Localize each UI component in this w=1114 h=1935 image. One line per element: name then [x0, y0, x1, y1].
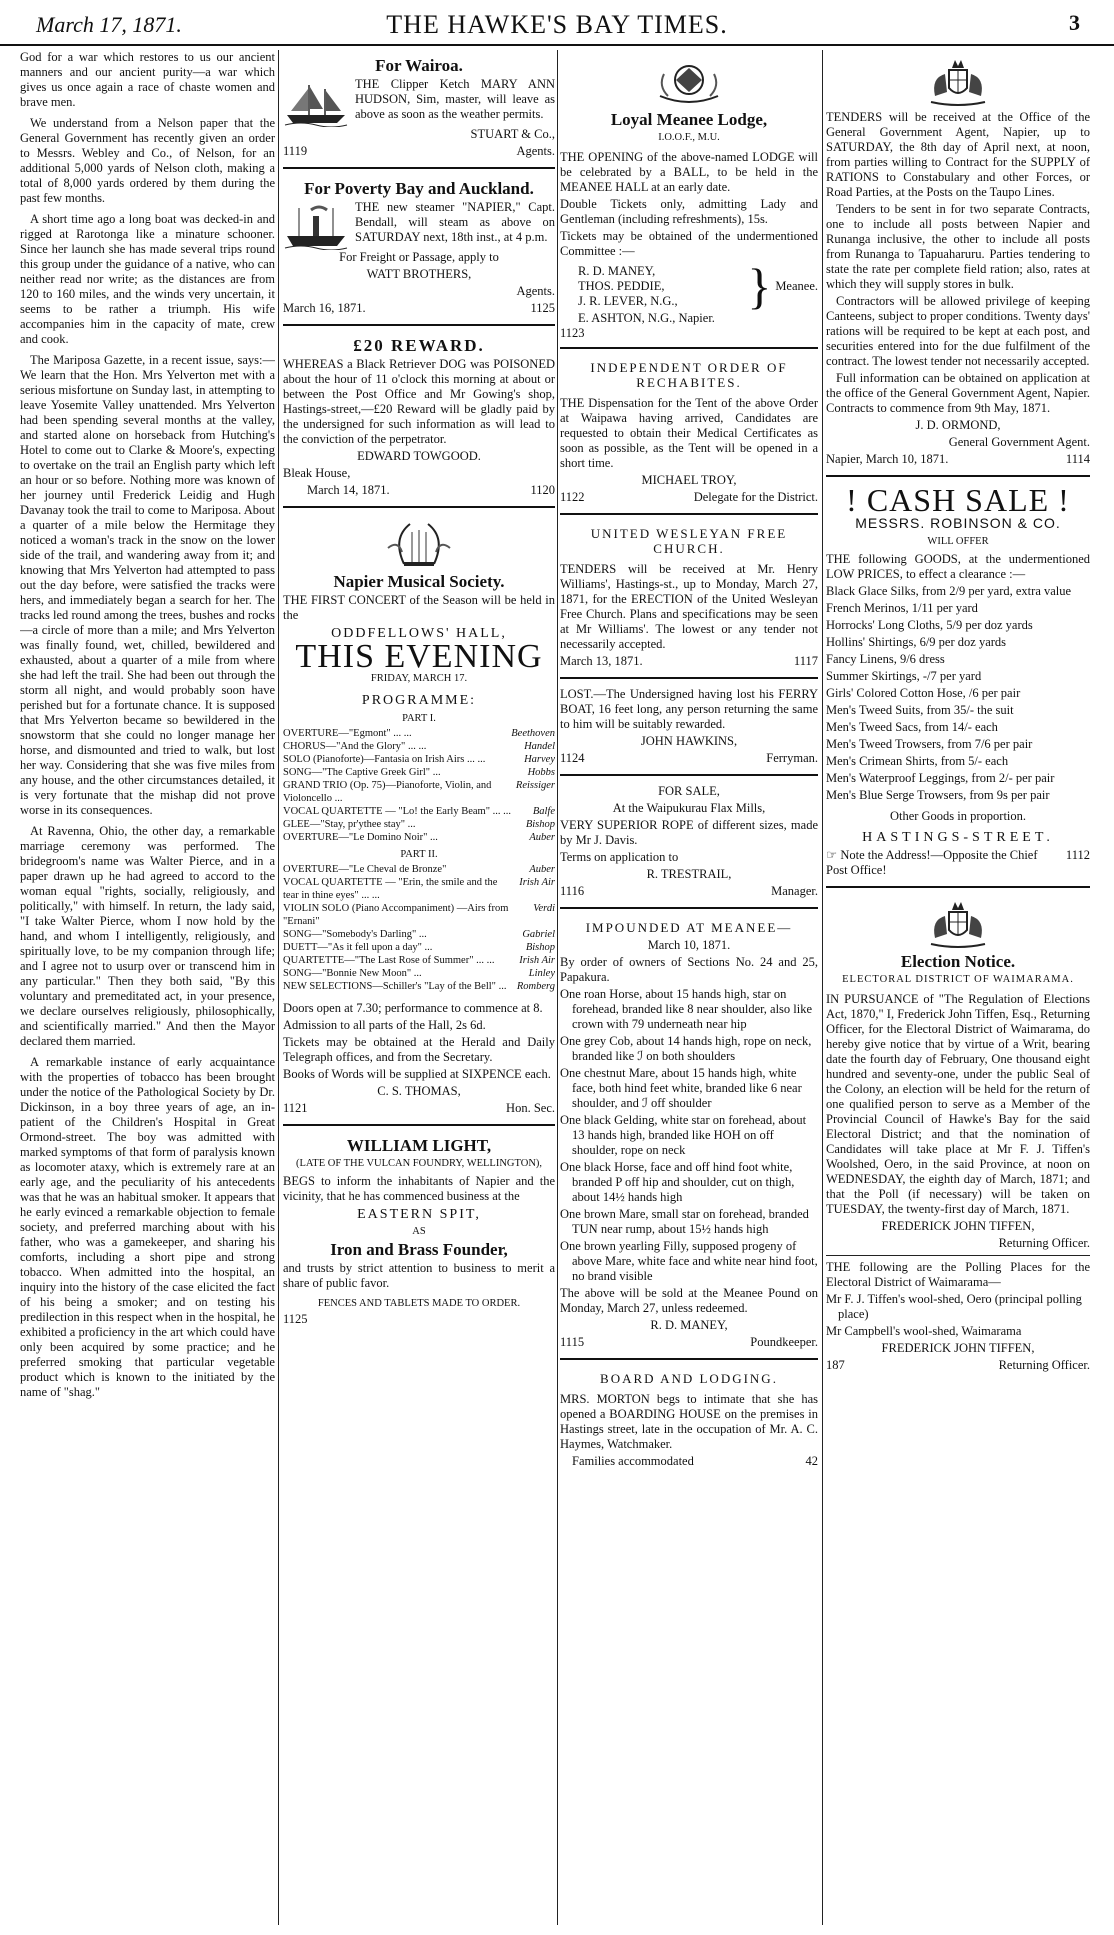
ad-number: 42 [805, 1454, 818, 1468]
ad-date: March 10, 1871. [647, 938, 731, 952]
ad-paragraph: Full information can be obtained on application at the office of the General Government Agent, Napier. Contracts to commence from 9th May, 1871. [826, 371, 1090, 415]
programme-piece: VOCAL QUARTETTE — "Erin, the smile and the tear in thine eyes" ... ... [283, 877, 498, 901]
ad-signer: STUART & Co., [470, 127, 555, 141]
ad-number: 1112 [1065, 848, 1090, 862]
programme-piece: QUARTETTE—"The Last Rose of Summer" ... ... [283, 955, 495, 966]
ad-number: 1117 [793, 654, 818, 668]
impound-item: One roan Horse, about 15 hands high, star on forehead, branded like 8 near shoulder, also like crown with 79 underneath near hip [560, 987, 813, 1031]
programme-composer: Reissiger [515, 780, 555, 791]
ad-signer: FREDERICK JOHN TIFFEN, [881, 1341, 1035, 1355]
programme-item [283, 779, 555, 805]
ad-heading: FOR SALE, [658, 784, 720, 798]
ad-paragraph: Contractors will be allowed privilege of keeping Canteens, subject to proper conditions. Twenty days' rations will be required to be kept at each post, and securities entered into for the due fulfilment of the contract. The lowest tender not necessarily accepted. [826, 294, 1090, 368]
ad-number: 1121 [283, 1101, 308, 1115]
ad-body: TENDERS will be received at the Office of the General Government Agent, Napier, up to SATURDAY, the 8th day of April next, at noon, from parties willing to Contract for the SUPPLY of RATIONS to Constabulary and other Forces, or Road Parties, at the Posts on the Taupo Lines. [826, 110, 1090, 199]
ad-heading: Napier Musical Society. [333, 572, 505, 591]
price-item: Men's Tweed Sacs, from 14/- each [826, 720, 998, 734]
ad-doors: Doors open at 7.30; performance to commence at 8. [283, 1001, 543, 1015]
price-item: Girls' Colored Cotton Hose, /6 per pair [826, 686, 1021, 700]
programme-composer: Gabriel [522, 929, 555, 940]
programme-item [283, 766, 555, 779]
impound-item: One grey Cob, about 14 hands high, rope on neck, branded like ℐ on both shoulders [560, 1034, 812, 1063]
ad-body: BEGS to inform the inhabitants of Napier and the vicinity, that he has commenced business at the [283, 1174, 555, 1203]
programme-piece: OVERTURE—"Egmont" ... ... [283, 728, 412, 739]
programme-item [283, 941, 555, 954]
ad-heading: INDEPENDENT ORDER OF RECHABITES. [590, 360, 788, 390]
price-item: Summer Skirtings, -/7 per yard [826, 669, 982, 683]
committee-name: THOS. PEDDIE, [578, 278, 665, 293]
ad-signer: EDWARD TOWGOOD. [357, 449, 481, 463]
ad-number: 1125 [283, 1312, 308, 1326]
ad-other: Other Goods in proportion. [889, 809, 1027, 823]
ad-body: THE Clipper Ketch MARY ANN HUDSON, Sim, master, will leave as above as soon as the weather permits. [355, 77, 555, 121]
impound-item: One black Horse, face and off hind foot white, branded P off hip and shoulder, cut on thigh, about 14½ hands high [560, 1160, 795, 1204]
ad-heading: £20 REWARD. [353, 336, 485, 355]
price-item: Men's Tweed Trowsers, from 7/6 per pair [826, 737, 1033, 751]
programme-item [283, 740, 555, 753]
impounded-ad [560, 913, 818, 1360]
programme-piece: CHORUS—"And the Glory" ... ... [283, 741, 427, 752]
ad-intro: THE following GOODS, at the undermentioned LOW PRICES, to effect a clearance :— [826, 552, 1090, 581]
ad-location: At the Waipukurau Flax Mills, [612, 801, 766, 815]
programme-composer: Hobbs [527, 767, 555, 778]
ad-district: ELECTORAL DISTRICT OF WAIMARAMA. [842, 974, 1074, 985]
programme-composer: Verdi [533, 903, 555, 914]
ad-hall: ODDFELLOWS' HALL, [331, 626, 507, 641]
ad-role: Returning Officer. [998, 1358, 1090, 1372]
ad-role: Agents. [516, 144, 555, 158]
programme-item [283, 954, 555, 967]
programme-piece: SONG—"Somebody's Darling" ... [283, 929, 427, 940]
ad-subheading: I.O.O.F., M.U. [658, 132, 720, 143]
programme-composer: Romberg [516, 981, 555, 992]
ad-date: March 14, 1871. [307, 483, 390, 497]
ad-signer: J. D. ORMOND, [915, 418, 1001, 432]
ad-tickets: Tickets may be obtained at the Herald and Daily Telegraph offices, and from the Secretary. [283, 1035, 555, 1064]
programme-composer: Balfe [532, 806, 555, 817]
poverty-bay-ad [283, 173, 555, 326]
ad-number: 1116 [560, 884, 585, 898]
ad-body: THE OPENING of the above-named LODGE will be celebrated by a BALL, to be held in the MEANEE HALL at an early date. [560, 150, 818, 194]
lost-ad [560, 683, 818, 776]
ad-polling: THE following are the Polling Places for the Electoral District of Waimarama— [826, 1260, 1090, 1289]
ad-role: Returning Officer. [998, 1236, 1090, 1250]
programme-piece: GRAND TRIO (Op. 75)—Pianoforte, Violin, and Violoncello ... [283, 780, 492, 804]
ad-families: Families accommodated [572, 1454, 694, 1468]
ad-heading: UNITED WESLEYAN FREE CHURCH. [590, 526, 788, 556]
meanee-lodge-ad [560, 50, 818, 349]
programme-piece: NEW SELECTIONS—Schiller's "Lay of the Bell" ... [283, 981, 507, 992]
masthead-title: THE HAWKE'S BAY TIMES. [386, 10, 728, 39]
ad-note: ☞ Note the Address!—Opposite the Chief Post Office! [826, 848, 1038, 877]
news-paragraph: The Mariposa Gazette, in a recent issue, says:—We learn that the Hon. Mrs Yelverton met with a serious misfortune on Sunday last, in attempting to leave Yosemite Valley unattended. Mrs Yelverton had been spending several months at the valley, and started alone on horseback from Hutching's Hotel to come out to Clarke & Moore's, expecting to overtake on the trail an English party which left an hour or so before. Nothing more was known of her journey until Frederick Leidig and Hugh Davanay took the trail to come to Mariposa. About a quarter of a mile below the Hermitage they noticed a woman's track in the snow on the lower side of the trail, and wandering away from it; and knowing that Mrs Yelverton had attempted to pass out the day before, were satisfied the tracks were hers, and immediately began a search for her. The tracks led round among the trees, bushes and rocks—a circle of more than a mile; and Mrs Yelverton was finally found, wet, chilled, bewildered and exhausted, about a quarter of a mile from where she had left the trail. She had been out through the storm all night, and would probably soon have perished but for a fortunate chance. It is supposed that Mrs Yelverton became so bewildered in the snowstorm that she could no longer manage her horse, and dismounted and tried to walk, but lost her way. Considering that she was five miles from any house, and the other circumstances detailed, it is very fortunate that the mishap did not prove worse in its consequences. [20, 353, 275, 817]
ad-heading: Loyal Meanee Lodge, [610, 110, 768, 129]
ad-number: 1115 [560, 1335, 585, 1349]
lodge-emblem-icon [654, 56, 724, 108]
programme-composer: Auber [529, 864, 555, 875]
ad-paragraph: Tenders to be sent in for two separate Contracts, one to include all posts between Napier and Runanga inclusive, the other to include all posts from Runanga to Tapuaharuru. Parties tendering to state the rate per complete field ration; also, rates at which they will supply stores in bulk. [826, 202, 1090, 291]
programme-item [283, 818, 555, 831]
programme-item [283, 980, 555, 993]
ad-heading: For Poverty Bay and Auckland. [304, 179, 534, 198]
ad-body: TENDERS will be received at Mr. Henry Williams', Hastings-st., up to Monday, March 27, 1871, for the ERECTION of the United Wesleyan Free Church. Plans and specifications may be seen at Mr Williams'. The lowest or any tender not necessarily accepted. [560, 562, 818, 651]
ad-number: 1123 [560, 326, 585, 340]
column-rule [557, 50, 558, 1925]
ad-signer: FREDERICK JOHN TIFFEN, [881, 1219, 1035, 1233]
programme-piece: DUETT—"As it fell upon a day" ... [283, 942, 433, 953]
news-paragraph: At Ravenna, Ohio, the other day, a remarkable marriage ceremony was performed. The bridegroom's name was Walter Pierce, and in a paper drawn up he had agreed to accord to the woman equal "rights, socially, religiously, and politically," with himself. In return, the lady said, "I take Walter Pierce, whom I now hold by the hand, and whom I intelligently, religiously, and spiritually love, to be my companion through life; and I agree not to usurp over or transcend him in any particular." Then they both said, "By this voluntary and premeditated act, in your presence, we declare ourselves religiously, philosophically, and scientifically married." And then the Mayor declared them married. [20, 824, 275, 1048]
ad-number: 1122 [560, 490, 585, 504]
ad-body: THE new steamer "NAPIER," Capt. Bendall, will steam as above on SATURDAY next, 18th inst., at 4 p.m. [355, 200, 555, 244]
ad-number: 1120 [530, 483, 555, 497]
ad-body: LOST.—The Undersigned having lost his FERRY BOAT, 16 feet long, any person returning the same to him will be suitably rewarded. [560, 687, 818, 731]
ad-date: March 16, 1871. [283, 301, 366, 315]
impound-item: One brown yearling Filly, supposed progeny of above Mare, white face and white near hind foot, no brand visible [560, 1239, 818, 1283]
ad-date: FRIDAY, MARCH 17. [370, 673, 468, 684]
programme-piece: SONG—"The Captive Greek Girl" ... [283, 767, 441, 778]
ad-heading: ! CASH SALE ! [846, 482, 1070, 518]
programme-piece: OVERTURE—"Le Cheval de Bronze" [283, 864, 447, 875]
ad-heading: IMPOUNDED AT MEANEE— [585, 920, 793, 935]
programme-heading: PROGRAMME: [361, 693, 477, 708]
committee-place: Meanee. [775, 278, 818, 293]
news-paragraph: A short time ago a long boat was decked-in and rigged at Rarotonga like a minature schooner. Since her launch she has made several trips round this group under the guidance of a native, who can neither read nor write; as the distances are from 120 to 160 miles, and the winds very uncertain, it seems to be rather a triumph. His wife accompanies him in the capacity of mate, crew and cook. [20, 212, 275, 346]
programme-item [283, 928, 555, 941]
programme-composer: Beethoven [511, 728, 555, 739]
impound-item: One black Gelding, white star on forehead, about 13 hands high, branded like HOH on off shoulder, rope on neck [560, 1113, 807, 1157]
part-heading: PART II. [400, 849, 438, 860]
programme-item [283, 727, 555, 740]
committee-name: R. D. MANEY, [578, 263, 656, 278]
ad-number: 187 [826, 1358, 845, 1372]
ad-signer: R. D. MANEY, [650, 1318, 728, 1332]
ad-heading: WILLIAM LIGHT, [346, 1136, 492, 1155]
ad-street: HASTINGS-STREET. [862, 830, 1054, 845]
price-item: Men's Waterproof Leggings, from 2/- per pair [826, 771, 1055, 785]
polling-place: Mr F. J. Tiffen's wool-shed, Oero (principal polling place) [826, 1292, 1082, 1321]
ad-date: March 13, 1871. [560, 654, 643, 668]
ad-date: Napier, March 10, 1871. [826, 452, 949, 466]
programme-item [283, 805, 555, 818]
programme-composer: Harvey [524, 754, 555, 765]
programme-piece: OVERTURE—"Le Domino Noir" ... [283, 832, 438, 843]
ad-admission: Admission to all parts of the Hall, 2s 6d. [283, 1018, 486, 1032]
programme-composer: Bishop [525, 819, 555, 830]
cash-sale-ad [826, 481, 1090, 888]
advert-column [826, 50, 1090, 1930]
programme-item [283, 967, 555, 980]
wesleyan-ad [560, 519, 818, 679]
ad-signer: WATT BROTHERS, [366, 267, 472, 281]
reward-ad [283, 330, 555, 508]
ad-signer: JOHN HAWKINS, [640, 734, 738, 748]
advert-column [560, 50, 818, 1930]
price-item: Black Glace Silks, from 2/9 per yard, extra value [826, 584, 1072, 598]
programme-piece: SONG—"Bonnie New Moon" ... [283, 968, 422, 979]
committee-name: J. R. LEVER, N.G., [578, 293, 678, 308]
steamer-icon [283, 202, 349, 250]
programme-composer: Irish Air [519, 955, 555, 966]
programme-composer: Linley [528, 968, 555, 979]
ad-fences: FENCES AND TABLETS MADE TO ORDER. [317, 1298, 521, 1309]
election-notice-ad [826, 892, 1090, 1381]
price-item: Men's Crimean Shirts, from 5/- each [826, 754, 1009, 768]
rations-tender-ad [826, 50, 1090, 477]
programme-item [283, 863, 555, 876]
ad-body: MRS. MORTON begs to intimate that she has opened a BOARDING HOUSE on the premises in Hastings street, late in the occupation of Mr. A. C. Haymes, Watchmaker. [560, 1392, 818, 1451]
impound-item: One chestnut Mare, about 15 hands high, white face, both hind feet white, branded like 6 near shoulder, and ℐ off shoulder [560, 1066, 802, 1110]
news-paragraph: A remarkable instance of early acquaintance with the properties of tobacco has been brought under the notice of the Pathological Society by Dr. Dickinson, in a boy three years of age, an in-patient of the Children's Hospital in Great Ormond-street. The boy was admitted with marked symptoms of that form of paralysis known as locomoter ataxy, which is extremely rare at an early age, and the peculiarity of his antecedents was that he was an habitual smoker. It appears that he early evinced a remarkable objection to female society, and preferred marching about with his father, who was a gamekeeper, and sharing his comforts, including a short pipe and strong tobacco. When admitted into the hospital, an inquiry into the history of the case elicited the fact of his being a smoker; and on testing his predilection in this respect when in the hospital, he exhibited a proficiency in the art which could have only been acquired by some practice; and he preferred smoking that particular vegetable product which is known to the initiated by the name of "shag." [20, 1055, 275, 1399]
ad-role: General Government Agent. [948, 435, 1090, 449]
price-item: Fancy Linens, 9/6 dress [826, 652, 945, 666]
programme-piece: GLEE—"Stay, pr'ythee stay" ... [283, 819, 416, 830]
ad-number: 1124 [560, 751, 585, 765]
ad-firm: MESSRS. ROBINSON & CO. [855, 515, 1061, 531]
column-rule [822, 50, 823, 1925]
ad-role: Manager. [771, 884, 818, 898]
programme-composer: Auber [529, 832, 555, 843]
ad-trade: Iron and Brass Founder, [330, 1240, 508, 1259]
ad-freight: For Freight or Passage, apply to [339, 250, 499, 264]
ad-number: 1114 [1065, 452, 1090, 466]
ad-role: Ferryman. [766, 751, 818, 765]
programme-part-one [283, 727, 555, 844]
ad-body: IN PURSUANCE of "The Regulation of Elections Act, 1870," I, Frederick John Tiffen, Esq., Returning Officer, for the Electoral District of Waimarama, do hereby give notice that by virtue of a Writ, bearing date the fourth day of February, One thousand eight hundred and seventy-one, under the public Seal of the Colony, an election will be held for the return of one qualified person to serve as a Member of the Provincial Council of Hawke's Bay for the said Electoral District; and that the nomination of Candidates will take place at Mr F. J. Tiffen's Woolshed, Oero, in the said Province, at noon on WEDNESDAY, the eighth day of March, 1871; and that the Poll (if necessary) will be taken on TUESDAY, the twenty-first day of March, 1871. [826, 992, 1090, 1216]
programme-item [283, 831, 555, 844]
ad-body: THE Dispensation for the Tent of the above Order at Waipawa having arrived, Candidates are requested to obtain their Medical Certificates as soon as possible, as the Tent will be opened in a short time. [560, 396, 818, 470]
ad-heading: BOARD AND LODGING. [600, 1371, 778, 1386]
part-heading: PART I. [402, 713, 436, 724]
ad-place: Bleak House, [283, 466, 351, 480]
ship-icon [283, 79, 349, 127]
news-column [20, 50, 275, 1930]
ad-trusts: and trusts by strict attention to business to merit a share of public favor. [283, 1261, 555, 1290]
ad-number: 1119 [283, 144, 308, 158]
ad-body: WHEREAS a Black Retriever DOG was POISONED about the hour of 11 o'clock this morning at about or between the Post Office and Mr Gowing's shop, Hastings-street,—£20 Reward will be gladly paid by the undersigned for such information as will lead to the conviction of the perpetrator. [283, 357, 555, 446]
programme-item [283, 902, 555, 928]
ad-body: VERY SUPERIOR ROPE of different sizes, made by Mr J. Davis. [560, 818, 818, 847]
royal-arms-icon [923, 56, 993, 108]
price-item: Horrocks' Long Cloths, 5/9 per doz yards [826, 618, 1033, 632]
ad-intro: THE FIRST CONCERT of the Season will be held in the [283, 593, 555, 622]
programme-piece: VOCAL QUARTETTE — "Lo! the Early Beam" ... ... [283, 806, 512, 817]
ad-signer: C. S. THOMAS, [377, 1084, 461, 1098]
committee-name: E. ASHTON, N.G., Napier. [578, 311, 715, 325]
ad-role: Poundkeeper. [750, 1335, 818, 1349]
ad-role: Agents. [516, 284, 555, 298]
ad-sold: The above will be sold at the Meanee Pound on Monday, March 27, unless redeemed. [560, 1286, 818, 1315]
column-rule [278, 50, 279, 1925]
royal-arms-icon [923, 898, 993, 950]
lyre-emblem-icon [384, 518, 454, 570]
ad-number: 1125 [530, 301, 555, 315]
musical-society-ad [283, 512, 555, 1126]
brace-glyph: } [747, 258, 772, 314]
programme-piece: SOLO (Pianoforte)—Fantasia on Irish Airs ... ... [283, 754, 486, 765]
this-evening-banner: THIS EVENING [295, 638, 543, 675]
price-item: French Merinos, 1/11 per yard [826, 601, 978, 615]
ad-role: Hon. Sec. [506, 1101, 555, 1115]
william-light-ad [283, 1130, 555, 1333]
ad-heading: Election Notice. [900, 952, 1016, 971]
page-number: 3 [1069, 10, 1080, 35]
for-sale-ad [560, 780, 818, 909]
ad-heading: For Wairoa. [375, 56, 463, 75]
price-item: Men's Blue Serge Trowsers, from 9s per pair [826, 788, 1050, 802]
programme-composer: Irish Air [519, 877, 555, 888]
ad-books: Books of Words will be supplied at SIXPENCE each. [283, 1067, 551, 1081]
advert-column [283, 50, 555, 1930]
ad-signer: MICHAEL TROY, [641, 473, 737, 487]
rechabites-ad [560, 353, 818, 515]
masthead-date: March 17, 1871. [36, 12, 182, 37]
price-item: Hollins' Shirtings, 6/9 per doz yards [826, 635, 1007, 649]
ad-subheading: (LATE OF THE VULCAN FOUNDRY, WELLINGTON), [295, 1158, 543, 1169]
ad-order: By order of owners of Sections No. 24 and 25, Papakura. [560, 955, 818, 984]
ad-place: EASTERN SPIT, [357, 1207, 481, 1222]
programme-composer: Handel [524, 741, 555, 752]
board-lodging-ad [560, 1364, 818, 1477]
programme-item [283, 753, 555, 766]
committee-list [560, 258, 818, 314]
programme-item [283, 876, 555, 902]
programme-composer: Bishop [525, 942, 555, 953]
ad-role: Delegate for the District. [693, 490, 818, 504]
ad-offer: WILL OFFER [927, 536, 989, 547]
ad-as: AS [412, 1226, 426, 1237]
impound-item: One brown Mare, small star on forehead, branded TUN near rump, about 15½ hands high [560, 1207, 809, 1236]
news-paragraph: We understand from a Nelson paper that the General Government has recently given an order to Messrs. Webley and Co., of Nelson, for an additional 5,000 yards of Nelson cloth, making a total of 8,000 yards ordered by them during the past few months. [20, 116, 275, 205]
price-item: Men's Tweed Suits, from 35/- the suit [826, 703, 1014, 717]
ad-terms: Terms on application to [560, 850, 679, 864]
news-paragraph: God for a war which restores to us our ancient manners and our ancient purity—a war which gives us once again a race of chaste women and brave men. [20, 50, 275, 109]
ad-tickets: Double Tickets only, admitting Lady and Gentleman (including refreshments), 15s. [560, 197, 818, 226]
wairoa-ad [283, 50, 555, 169]
ad-signer: R. TRESTRAIL, [646, 867, 732, 881]
masthead [0, 0, 1114, 46]
polling-place: Mr Campbell's wool-shed, Waimarama [826, 1324, 1022, 1338]
ad-committee: Tickets may be obtained of the undermentioned Committee :— [560, 229, 818, 258]
programme-part-two [283, 863, 555, 993]
programme-piece: VIOLIN SOLO (Piano Accompaniment) —Airs from "Ernani" [283, 903, 509, 927]
